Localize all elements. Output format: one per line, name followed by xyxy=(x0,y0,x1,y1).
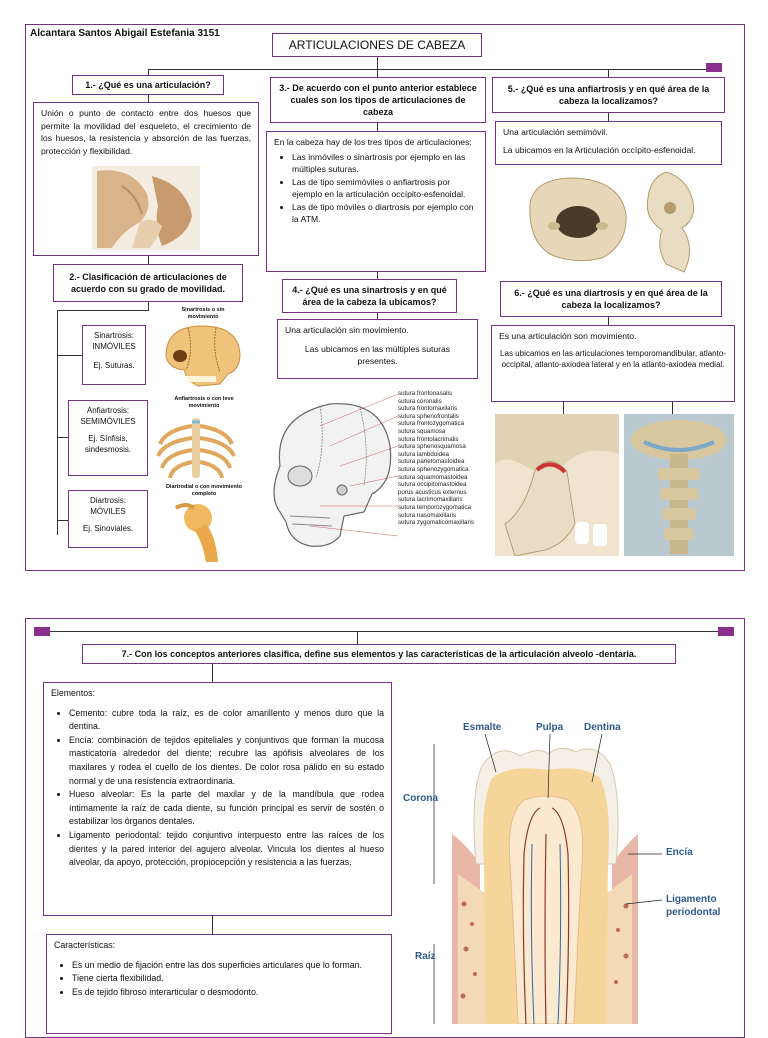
suture-label: sutura squamomastoidea xyxy=(398,473,468,481)
knee-joint-image xyxy=(92,166,200,250)
sphenoid-bone-image xyxy=(636,168,702,276)
suture-label: sutura lacrimomaxillaris xyxy=(398,496,463,504)
occipital-bone-image xyxy=(524,174,632,264)
diartrosis-example: Ej. Sinoviales. xyxy=(82,524,134,533)
answer-4-line2: Las ubicamos en las múltiples suturas presentes. xyxy=(304,343,451,366)
diartrosis-type: MÓVILES xyxy=(90,507,126,516)
skull-sutures-image xyxy=(158,322,244,388)
label-ligamento: Ligamento periodontal xyxy=(666,894,721,918)
connector xyxy=(608,317,609,325)
decor-tab xyxy=(34,627,50,636)
sinartrosis-example: Ej. Suturas. xyxy=(93,361,135,370)
answer-1-text: Unión o punto de contacto entre dos huesos que permite la movilidad del esqueleto, el crecimiento de los huesos, la resistencia y absorción de las fuerzas, protección y flexibilidad. xyxy=(41,108,251,156)
answer-6-line1: Es una articulación son movimiento. xyxy=(499,331,637,341)
sinartrosis-name: Sinartrosis: xyxy=(93,331,134,340)
diartrosis-name: Diartrosis: xyxy=(89,496,126,505)
feature-item: • Tiene cierta flexibilidad. xyxy=(72,972,384,986)
elements-title: Elementos: xyxy=(51,688,96,698)
suture-label: sutura occipitomastoidea xyxy=(398,481,467,489)
decor-tab xyxy=(718,627,734,636)
question-2: 2.- Clasificación de articulaciones de acuerdo con su grado de movilidad. xyxy=(53,264,243,302)
suture-label: sutura parietomastoidea xyxy=(398,458,465,466)
question-1: 1.- ¿Qué es una articulación? xyxy=(72,75,224,95)
connector xyxy=(357,631,358,644)
feature-item: • Es de tejido fibroso interarticular o desmodonto. xyxy=(72,986,384,1000)
question-4: 4.- ¿Qué es una sinartrosis y en qué área de la cabeza la ubicamos? xyxy=(282,279,457,313)
connector xyxy=(377,57,378,69)
anfiartrosis-type: SEMIMÓVILES xyxy=(80,417,136,426)
answer-3-bullet: • Las inmóviles o sinartrosis por ejemplo en las múltiples suturas. xyxy=(292,151,478,176)
sinartrosis-type: INMÓVILES xyxy=(92,342,136,351)
tooth-diagram xyxy=(400,734,730,1024)
suture-label: sutura zygomaticomaxillaris xyxy=(398,519,474,527)
answer-3-bullet: • Las de tipo móviles o diartrosis por ejemplo con la ATM. xyxy=(292,201,478,226)
connector xyxy=(608,113,609,121)
label-raiz: Raíz xyxy=(415,951,436,962)
answer-5 xyxy=(495,121,722,165)
connector xyxy=(377,272,378,279)
connector xyxy=(563,402,564,414)
element-item: • Hueso alveolar: Es la parte del maxilar y de la mandíbula que rodea íntimamente la raíz de cada diente, su función principal es servir de sostén o estabilizar los órganos dentales. xyxy=(69,788,384,829)
connector xyxy=(148,302,149,310)
element-item: • Cemento: cubre toda la raíz, es de color amarillento y menos duro que la dentina. xyxy=(69,707,384,734)
anfiartrosis-example: Ej. Sínfisis, sindesmosis. xyxy=(84,434,132,454)
suture-label: sutura frontomaxilaris xyxy=(398,405,458,413)
label-esmalte: Esmalte xyxy=(463,722,502,733)
label-corona: Corona xyxy=(403,793,438,804)
suture-label: sutura temporozygomatica xyxy=(398,503,471,511)
features-list xyxy=(54,959,384,1000)
suture-label: sutura frontolacrimalis xyxy=(398,435,459,443)
connector xyxy=(148,95,149,102)
answer-3-list xyxy=(274,151,478,226)
author-name: Alcantara Santos Abigail Estefania 3151 xyxy=(30,28,220,39)
elements-box xyxy=(43,682,392,916)
suture-label: sutura sphenozygomatica xyxy=(398,465,469,473)
label-encia: Encía xyxy=(666,847,693,858)
skull-lateral-image xyxy=(260,386,398,554)
features-box xyxy=(46,934,392,1034)
connector xyxy=(57,520,68,521)
answer-3 xyxy=(266,131,486,272)
answer-6-line2: Las ubicamos en las articulaciones temporomandibular, atlanto-occipital, atlanto-axiodea lateral y en la atlanto-axiodea medial. xyxy=(500,348,726,369)
tmj-image xyxy=(495,414,619,556)
ribcage-image xyxy=(152,416,240,482)
shoulder-joint-image xyxy=(168,500,238,564)
suture-label: sutura lambdoidea xyxy=(398,450,449,458)
answer-4-line1: Una articulación sin movimiento. xyxy=(285,325,409,335)
element-item: • Ligamento periodontal: tejido conjuntivo interpuesto entre las raíces de los dientes y la pared interior del agujero alveolar. Vincula los dientes al hueso alveolar, da apoyo, protección, propiocepción y resistencia a las fuerzas. xyxy=(69,829,384,870)
classification-anfiartrosis xyxy=(68,400,148,476)
answer-6 xyxy=(491,325,735,402)
answer-5-line1: Una articulación semimóvil. xyxy=(503,127,608,137)
answer-4 xyxy=(277,319,478,379)
connector xyxy=(212,664,213,682)
suture-label: sutura coronalis xyxy=(398,397,442,405)
connector xyxy=(148,256,149,264)
connector xyxy=(148,69,720,70)
answer-3-bullet: • Las de tipo semimóviles o anfiartrosis por ejemplo en la articulación occípito-esfenoidal. xyxy=(292,176,478,201)
element-item: • Encía: combinación de tejidos epiteliales y conjuntivos que forman la mucosa masticatoria alrededor del diente; recubre las apófisis alveolares de los maxilares y rodea el cuello de los dientes. De color rosa pálido en su estado normal y de una resistencia extraordinaria. xyxy=(69,734,384,788)
answer-5-line2: La ubicamos en la Articulación occípito-esfenoidal. xyxy=(503,144,696,155)
decor-tab xyxy=(706,63,722,72)
connector xyxy=(377,123,378,131)
suture-label: sutura squamosa xyxy=(398,427,446,435)
question-5: 5.- ¿Qué es una anfiartrosis y en qué área de la cabeza la localizamos? xyxy=(492,77,725,113)
answer-3-intro: En la cabeza hay de los tres tipos de articulaciones: xyxy=(274,137,472,147)
connector xyxy=(57,310,149,311)
label-dentina: Dentina xyxy=(584,722,621,733)
suture-label: sutura sphenosquamosa xyxy=(398,443,466,451)
atlanto-axial-image xyxy=(624,414,734,556)
connector xyxy=(377,69,378,77)
caption-anfiartrosis: Anfiartrosis o con leve movimiento xyxy=(174,396,234,409)
elements-list xyxy=(51,707,384,870)
connector xyxy=(57,437,68,438)
caption-diartrosis: Diartrodial o con movimiento completo xyxy=(165,484,243,497)
caption-sinartrosis: Sinartrosis o sin movimiento xyxy=(181,307,225,320)
anfiartrosis-name: Anfiartrosis: xyxy=(86,406,130,415)
feature-item: • Es un medio de fijación entre las dos superficies articulares que lo forman. xyxy=(72,959,384,973)
classification-sinartrosis xyxy=(82,325,146,385)
connector xyxy=(672,402,673,414)
features-title: Características: xyxy=(54,940,116,950)
suture-labels xyxy=(398,390,498,527)
connector xyxy=(212,916,213,934)
classification-diartrosis xyxy=(68,490,148,548)
suture-label: sutura nasomaxillaris xyxy=(398,511,457,519)
question-3: 3.- De acuerdo con el punto anterior establece cuales son los tipos de articulaciones de cabeza xyxy=(270,77,486,123)
connector xyxy=(608,69,609,77)
connector xyxy=(57,355,82,356)
suture-label: sutura frontonasalis xyxy=(398,390,452,397)
question-6: 6.- ¿Qué es una diartrosis y en qué área de la cabeza la localizamos? xyxy=(500,281,722,317)
suture-label: porus acusticus externus xyxy=(398,488,467,496)
page-title: ARTICULACIONES DE CABEZA xyxy=(272,33,482,57)
connector xyxy=(50,631,718,632)
connector xyxy=(57,310,58,535)
suture-label: sutura frontozygomatica xyxy=(398,420,465,428)
question-7: 7.- Con los conceptos anteriores clasifica, define sus elementos y las características de la articulación alveolo -dentaria. xyxy=(82,644,676,664)
suture-label: sutura sphenofrontalis xyxy=(398,412,459,420)
label-pulpa: Pulpa xyxy=(536,722,564,733)
